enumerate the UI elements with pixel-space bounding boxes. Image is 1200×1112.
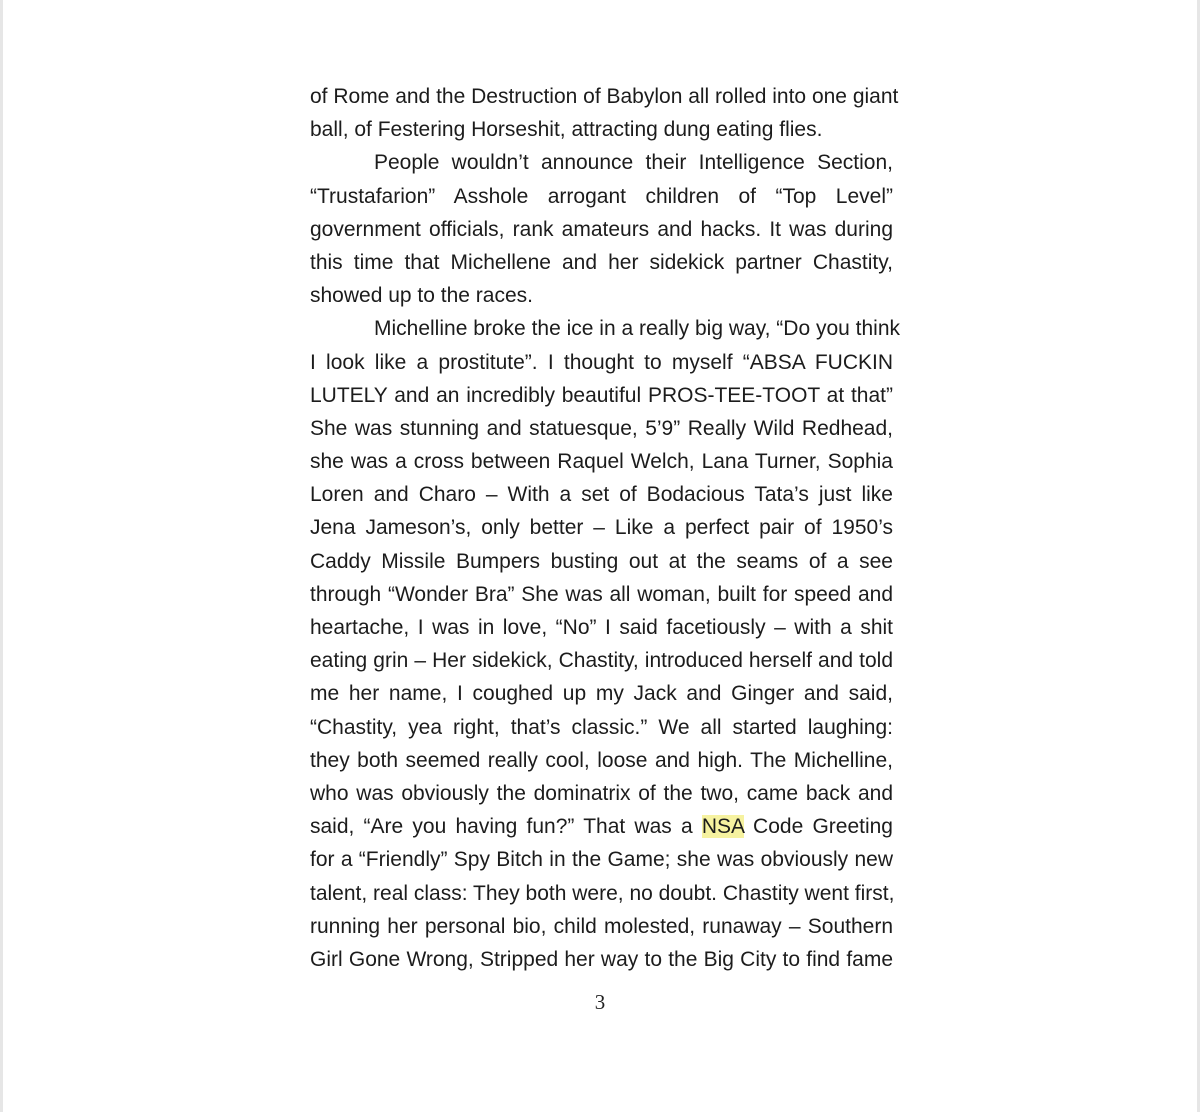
text-line: talent, real class: They both were, no doubt. Chastity went first,	[310, 881, 895, 905]
text-segment: Code Greeting	[743, 815, 893, 839]
text-line: heartache, I was in love, “No” I said facetiously – with a shit	[310, 616, 893, 639]
text-line: I look like a prostitute”. I thought to myself “ABSA FUCKIN	[310, 350, 893, 374]
text-line: she was a cross between Raquel Welch, Lana Turner, Sophia	[310, 450, 893, 474]
text-line: “Chastity, yea right, that’s classic.” We all started laughing:	[310, 715, 893, 739]
text-line: showed up to the races.	[310, 284, 533, 308]
text-line: for a “Friendly” Spy Bitch in the Game; she was obviously new	[310, 848, 893, 872]
text-line: LUTELY and an incredibly beautiful PROS-TEE-TOOT at that”	[310, 383, 893, 407]
text-line: She was stunning and statuesque, 5’9” Really Wild Redhead,	[310, 416, 893, 440]
text-line: eating grin – Her sidekick, Chastity, introduced herself and told	[310, 649, 893, 673]
body-text	[310, 80, 901, 976]
text-line: Jena Jameson’s, only better – Like a perfect pair of 1950’s	[310, 516, 893, 540]
page-left-edge	[0, 0, 3, 1112]
text-line: of Rome and the Destruction of Babylon all rolled into one giant	[310, 85, 899, 108]
text-line: through “Wonder Bra” She was all woman, built for speed and	[310, 582, 893, 606]
text-line: “Trustafarion” Asshole arrogant children of “Top Level”	[310, 184, 893, 208]
text-segment: said, “Are you having fun?” That was a	[310, 815, 702, 839]
text-line: this time that Michellene and her sidekick partner Chastity,	[310, 250, 893, 274]
text-line: Girl Gone Wrong, Stripped her way to the Big City to find fame	[310, 947, 893, 971]
text-line: Caddy Missile Bumpers busting out at the seams of a see	[310, 549, 893, 573]
text-line: running her personal bio, child molested, runaway – Southern	[310, 914, 893, 938]
text-line: who was obviously the dominatrix of the two, came back and	[310, 781, 893, 805]
page-number: 3	[594, 990, 606, 1014]
text-line: me her name, I coughed up my Jack and Ginger and said,	[310, 682, 893, 706]
text-line	[310, 810, 893, 843]
text-line: People wouldn’t announce their Intelligence Section,	[374, 151, 893, 175]
text-line: Loren and Charo – With a set of Bodacious Tata’s just like	[310, 483, 893, 507]
text-line: ball, of Festering Horseshit, attracting dung eating flies.	[310, 118, 823, 142]
highlighted-word: NSA	[701, 815, 744, 839]
text-line: government officials, rank amateurs and hacks. It was during	[310, 217, 893, 241]
text-line: Michelline broke the ice in a really big way, “Do you think	[374, 317, 901, 341]
text-line: they both seemed really cool, loose and high. The Michelline,	[310, 748, 893, 772]
